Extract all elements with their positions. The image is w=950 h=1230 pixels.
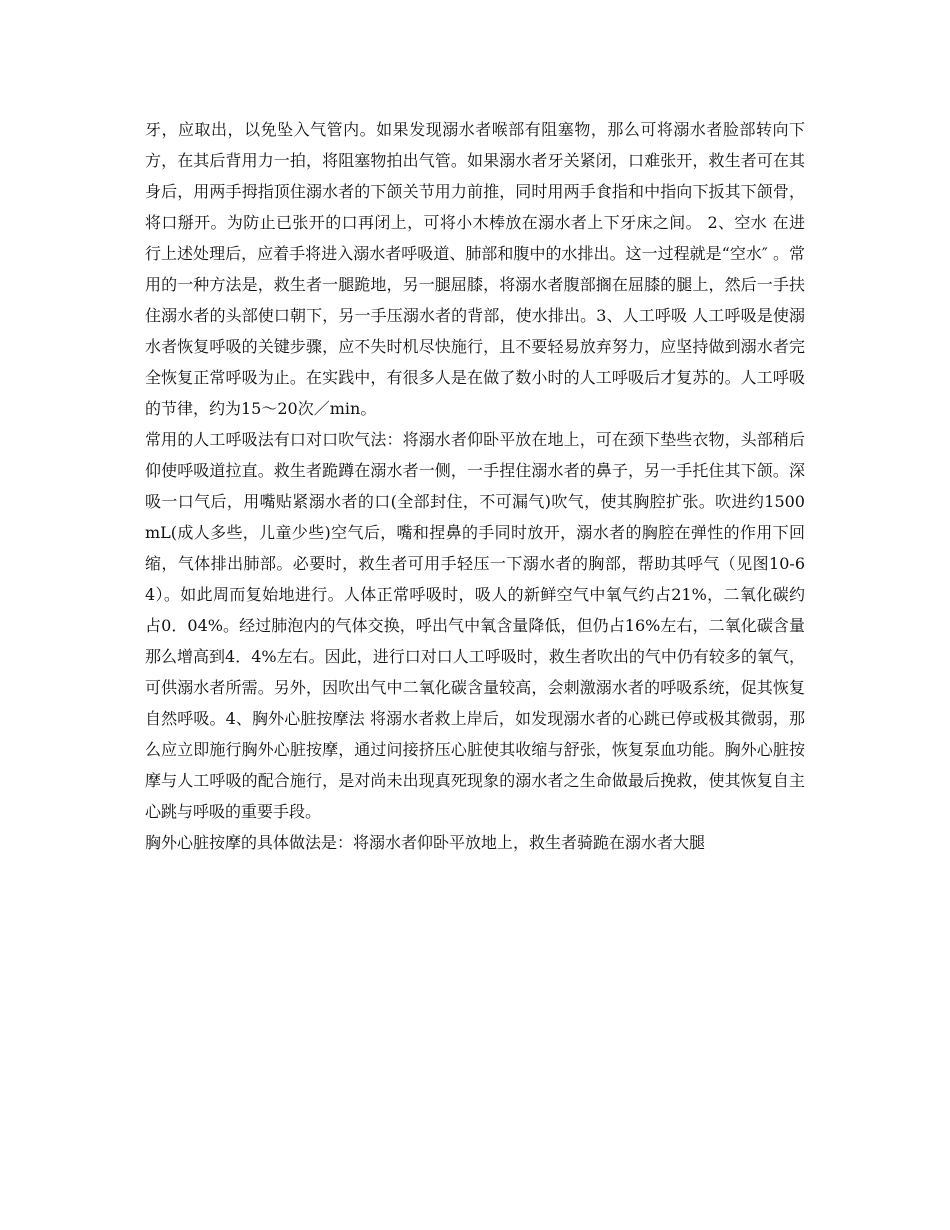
paragraph-chest-compression-method: 胸外心脏按摩的具体做法是：将溺水者仰卧平放地上，救生者骑跪在溺水者大腿 — [145, 833, 706, 852]
document-body — [145, 114, 805, 858]
paragraph-mouth-to-mouth-breathing: 常用的人工呼吸法有口对口吹气法：将溺水者仰卧平放在地上，可在颈下垫些衣物，头部稍后仰使呼吸道拉直。救生者跪蹲在溺水者一侧，一手捏住溺水者的鼻子，另一手托住其下颌。深吸一口气后，用嘴贴紧溺水者的口(全部封住，不可漏气)吹气，使其胸腔扩张。吹进约1500mL(成人多些，儿童少些)空气后，嘴和捏鼻的手同时放开，溺水者的胸腔在弹性的作用下回缩，气体排出肺部。必要时，救生者可用手轻压一下溺水者的胸部，帮助其呼气（见图10-64）。如此周而复始地进行。人体正常呼吸时，吸人的新鲜空气中氧气约占21%，二氧化碳约占0．04%。经过肺泡内的气体交换，呼出气中氧含量降低，但仍占16%左右，二氧化碳含量那么增高到4．4%左右。因此，进行口对口人工呼吸时，救生者吹出的气中仍有较多的氧气，可供溺水者所需。另外，因吹出气中二氧化碳含量较高，会刺激溺水者的呼吸系统，促其恢复自然呼吸。4、胸外心脏按摩法 将溺水者救上岸后，如发现溺水者的心跳已停或极其微弱，那么应立即施行胸外心脏按摩，通过问接挤压心脏使其收缩与舒张，恢复泵血功能。胸外心脏按摩与人工呼吸的配合施行，是对尚未出现真死现象的溺水者之生命做最后挽救，使其恢复自主心跳与呼吸的重要手段。 — [145, 430, 805, 821]
paragraph-drowning-first-aid-steps: 牙，应取出，以免坠入气管内。如果发现溺水者喉部有阻塞物，那么可将溺水者脸部转向下方，在其后背用力一拍，将阻塞物拍出气管。如果溺水者牙关紧闭，口难张开，救生者可在其身后，用两手拇指顶住溺水者的下颌关节用力前推，同时用两手食指和中指向下扳其下颌骨，将口掰开。为防止已张开的口再闭上，可将小木棒放在溺水者上下牙床之间。 2、空水 在进行上述处理后，应着手将进入溺水者呼吸道、肺部和腹中的水排出。这一过程就是“空水″ 。常用的一种方法是，救生者一腿跪地，另一腿屈膝，将溺水者腹部搁在屈膝的腿上，然后一手扶住溺水者的头部使口朝下，另一手压溺水者的背部，使水排出。3、人工呼吸 人工呼吸是使溺水者恢复呼吸的关键步骤，应不失时机尽快施行，且不要轻易放弃努力，应坚持做到溺水者完全恢复正常呼吸为止。在实践中，有很多人是在做了数小时的人工呼吸后才复苏的。人工呼吸的节律，约为15～20次／min。 — [145, 120, 805, 418]
